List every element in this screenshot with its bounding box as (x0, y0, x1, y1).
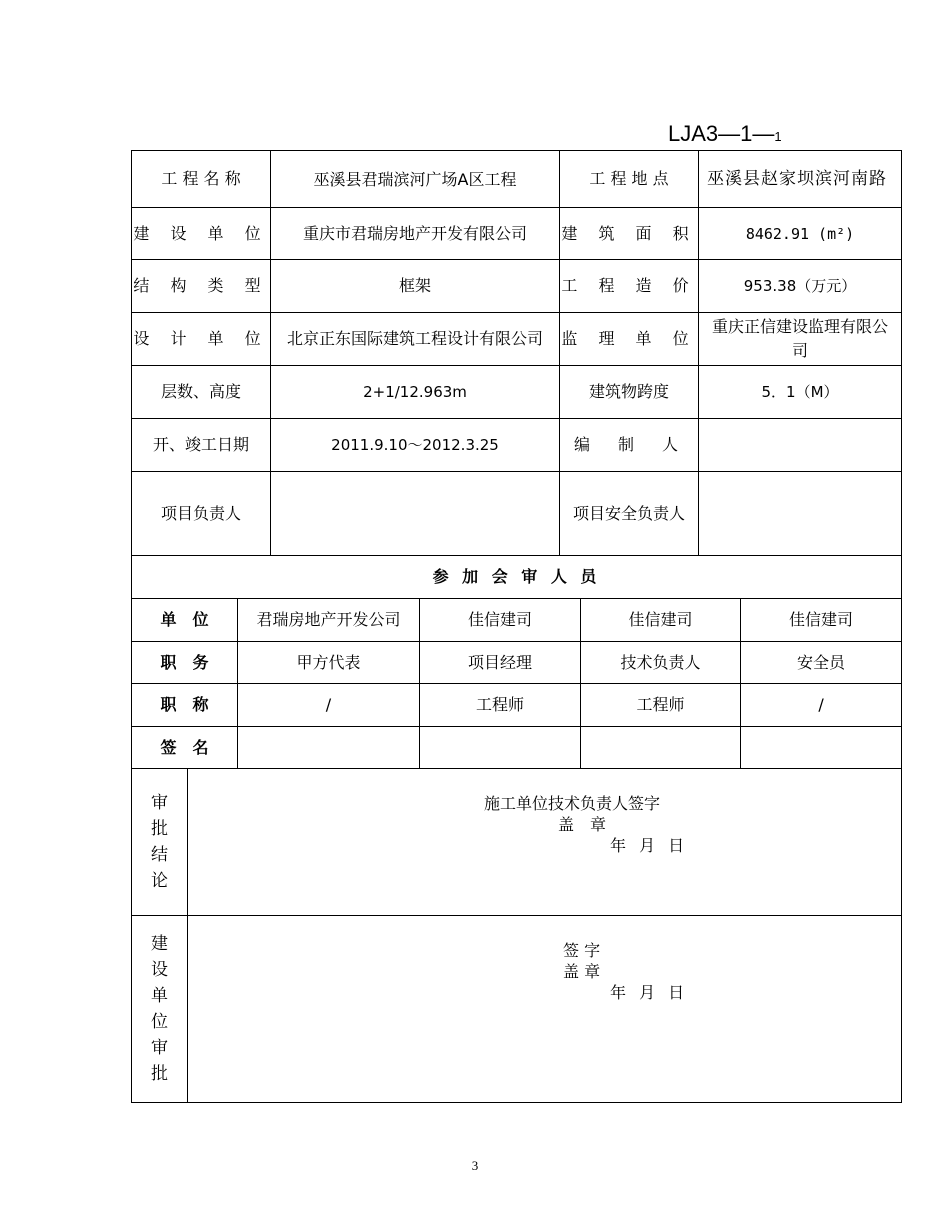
conclusion-label-cell (132, 769, 188, 916)
cost-value: 953.38（万元） (699, 260, 902, 313)
area-label: 建 筑 面 积 (560, 208, 699, 260)
table-row (132, 684, 902, 727)
table-row (132, 556, 902, 599)
table-row (132, 599, 902, 642)
table-row (132, 727, 902, 769)
table-cell: 佳信建司 (741, 599, 902, 642)
table-cell: 佳信建司 (420, 599, 581, 642)
table-cell: 工程师 (581, 684, 741, 727)
approval-seal-line: 盖 章 (563, 962, 601, 981)
span-label: 建筑物跨度 (560, 366, 699, 419)
review-personnel-table (131, 555, 902, 769)
table-cell: 佳信建司 (581, 599, 741, 642)
table-cell: 君瑞房地产开发公司 (238, 599, 420, 642)
builder-label: 建 设 单 位 (132, 208, 271, 260)
table-cell: 安全员 (741, 642, 902, 684)
table-cell: 甲方代表 (238, 642, 420, 684)
safety-manager-label: 项目安全负责人 (560, 472, 699, 556)
row-label-signature: 签 名 (132, 727, 238, 769)
conclusion-signature-line: 施工单位技术负责人签字 (484, 794, 661, 813)
structure-label: 结 构 类 型 (132, 260, 271, 313)
approval-date-line: 年 月 日 (610, 983, 689, 1002)
structure-value: 框架 (271, 260, 560, 313)
row-label-title: 职 称 (132, 684, 238, 727)
project-info-table (131, 150, 902, 556)
table-cell: 工程师 (420, 684, 581, 727)
table-cell: / (741, 684, 902, 727)
project-location-value: 巫溪县赵家坝滨河南路 (699, 151, 902, 208)
dates-value: 2011.9.10～2012.3.25 (271, 419, 560, 472)
approval-signature-line: 签 字 (563, 941, 601, 960)
conclusion-label: 审批结论 (151, 793, 168, 891)
approval-label: 建设单位审批 (151, 934, 168, 1084)
area-value: 8462.91 (m²) (699, 208, 902, 260)
table-row (132, 260, 902, 313)
designer-label: 设 计 单 位 (132, 313, 271, 366)
signature-cell (581, 727, 741, 769)
dates-label: 开、竣工日期 (132, 419, 271, 472)
review-title: 参 加 会 审 人 员 (132, 556, 902, 599)
floors-value: 2+1/12.963m (271, 366, 560, 419)
table-row (132, 366, 902, 419)
table-row (132, 208, 902, 260)
project-name-value: 巫溪县君瑞滨河广场A区工程 (271, 151, 560, 208)
signature-cell (420, 727, 581, 769)
floors-label: 层数、高度 (132, 366, 271, 419)
approval-label-cell (132, 916, 188, 1103)
conclusion-seal-line: 盖 章 (558, 815, 607, 834)
approval-content (188, 916, 902, 1103)
row-label-position: 职 务 (132, 642, 238, 684)
conclusion-content (188, 769, 902, 916)
project-location-label: 工 程 地 点 (560, 151, 699, 208)
row-label-unit: 单 位 (132, 599, 238, 642)
safety-manager-value (699, 472, 902, 556)
compiler-value (699, 419, 902, 472)
project-manager-value (271, 472, 560, 556)
table-row (132, 642, 902, 684)
project-name-label: 工 程 名 称 (132, 151, 271, 208)
table-row (132, 769, 902, 916)
supervisor-value: 重庆正信建设监理有限公司 (699, 313, 902, 366)
approval-table (131, 768, 902, 1103)
conclusion-date-line: 年 月 日 (610, 836, 689, 855)
table-row (132, 916, 902, 1103)
builder-value: 重庆市君瑞房地产开发有限公司 (271, 208, 560, 260)
table-cell: / (238, 684, 420, 727)
table-row (132, 313, 902, 366)
page-number: 3 (471, 1158, 479, 1173)
signature-cell (741, 727, 902, 769)
table-row (132, 472, 902, 556)
project-manager-label: 项目负责人 (132, 472, 271, 556)
supervisor-label: 监 理 单 位 (560, 313, 699, 366)
table-row (132, 419, 902, 472)
document-code: LJA3—1—1 (668, 121, 782, 146)
span-value: 5．1（M） (699, 366, 902, 419)
table-row (132, 151, 902, 208)
signature-cell (238, 727, 420, 769)
table-cell: 项目经理 (420, 642, 581, 684)
compiler-label: 编 制 人 (560, 419, 699, 472)
designer-value: 北京正东国际建筑工程设计有限公司 (271, 313, 560, 366)
cost-label: 工 程 造 价 (560, 260, 699, 313)
table-cell: 技术负责人 (581, 642, 741, 684)
